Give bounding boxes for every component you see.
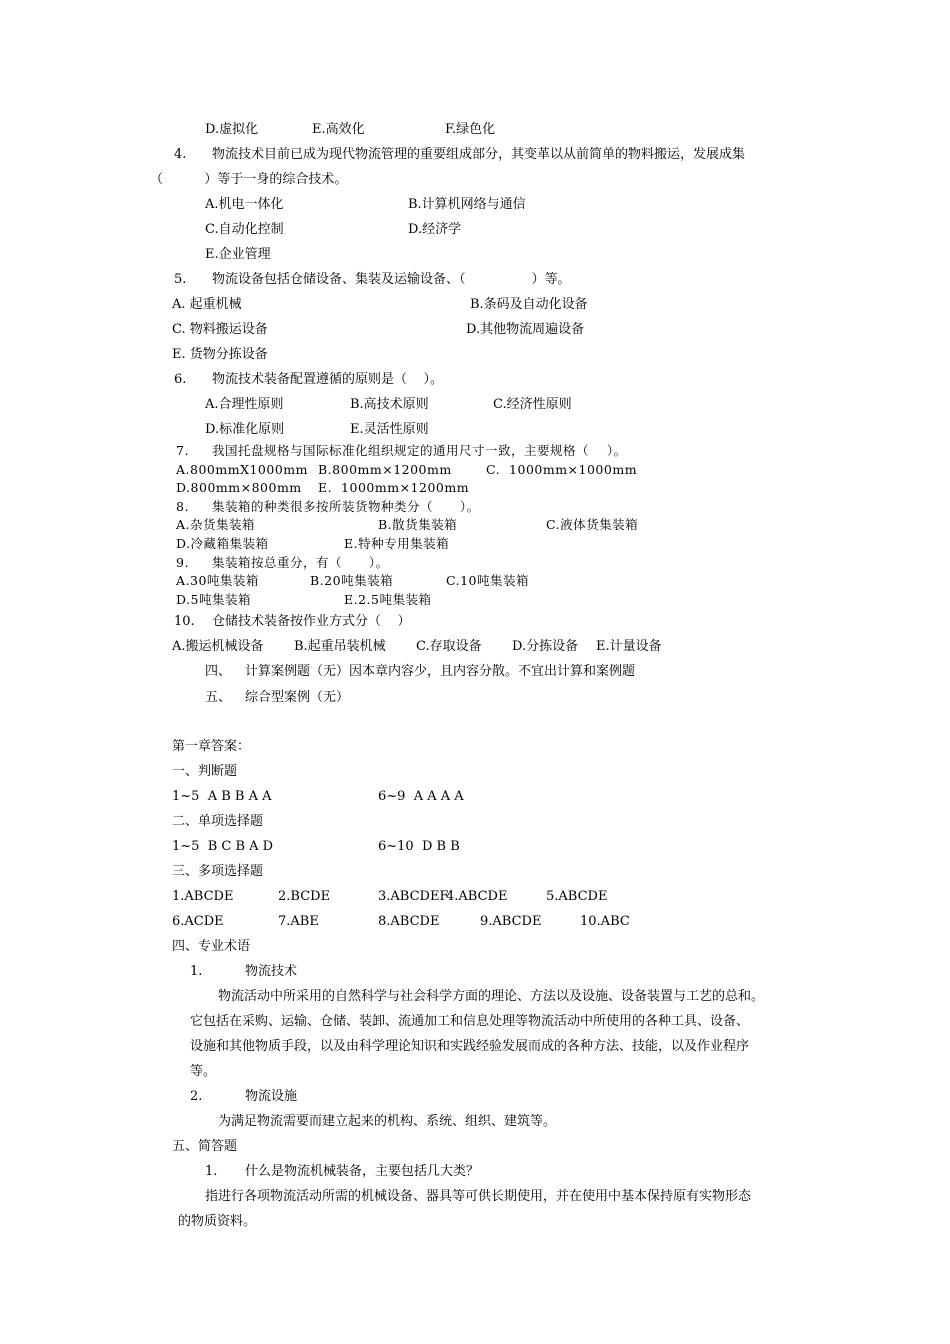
answers-multi-5: 5.ABCDE <box>546 889 608 904</box>
answers-multi-3: 3.ABCDEF <box>378 889 449 904</box>
q8-stem: 集装箱的种类很多按所装货物种类分（ ）。 <box>212 499 480 514</box>
q7-option-d: D.800mm×800mm <box>176 480 302 495</box>
short-answer-heading: 五、简答题 <box>172 1139 238 1154</box>
q8-option-b: B.散货集装箱 <box>378 517 458 532</box>
short-q1-answer-line1: 指进行各项物流活动所需的机械设备、器具等可供长期使用，并在使用中基本保持原有实物形态 <box>205 1189 752 1204</box>
q7-option-c: C. 1000mm×1000mm <box>486 462 638 477</box>
term-1-line3: 设施和其他物质手段，以及由科学理论知识和实践经验发展而成的各种方法、技能，以及作业程序 <box>190 1039 750 1054</box>
term-1-title: 物流技术 <box>245 964 298 979</box>
answers-multi-4: 4.ABCDE <box>446 889 508 904</box>
q10-stem: 仓储技术装备按作业方式分（ ） <box>212 614 411 629</box>
q3-option-d: D.虚拟化 <box>205 122 259 137</box>
q7-option-e: E. 1000mm×1200mm <box>318 480 470 495</box>
q6-option-a: A.合理性原则 <box>205 397 284 412</box>
q6-number: 6. <box>174 372 187 387</box>
term-1-number: 1. <box>190 964 203 979</box>
term-2-number: 2. <box>190 1089 203 1104</box>
q4-option-a: A.机电一体化 <box>205 197 284 212</box>
q8-option-c: C.液体货集装箱 <box>546 517 639 532</box>
q10-number: 10. <box>174 614 195 629</box>
q4-option-e: E.企业管理 <box>205 247 271 262</box>
q4-number: 4. <box>174 147 187 162</box>
q9-option-c: C.10吨集装箱 <box>446 573 529 588</box>
q7-option-a: A.800mmX1000mm <box>176 462 308 477</box>
q10-option-d: D.分拣设备 <box>512 639 579 654</box>
q3-option-e: E.高效化 <box>312 122 365 137</box>
q9-option-b: B.20吨集装箱 <box>310 573 394 588</box>
q3-option-f: F.绿色化 <box>445 122 496 137</box>
section-4-text: 计算案例题（无）因本章内容少，且内容分散。不宜出计算和案例题 <box>245 664 636 679</box>
term-2-title: 物流设施 <box>245 1089 298 1104</box>
q6-option-d: D.标准化原则 <box>205 422 285 437</box>
q4-stem-line1: 物流技术目前已成为现代物流管理的重要组成部分，其变革以从前简单的物料搬运，发展成集 <box>212 147 746 162</box>
q4-option-d: D.经济学 <box>408 222 462 237</box>
q7-stem: 我国托盘规格与国际标准化组织规定的通用尺寸一致，主要规格（ ）。 <box>212 443 627 458</box>
answers-multi-7: 7.ABE <box>278 914 319 929</box>
short-q1-number: 1. <box>205 1164 218 1179</box>
answers-judgment-heading: 一、判断题 <box>172 764 238 779</box>
q8-option-e: E.特种专用集装箱 <box>344 536 450 551</box>
q5-number: 5. <box>174 272 187 287</box>
q9-number: 9. <box>176 555 189 570</box>
q9-option-e: E.2.5吨集装箱 <box>344 592 432 607</box>
q6-option-c: C.经济性原则 <box>493 397 572 412</box>
q7-number: 7. <box>176 443 189 458</box>
section-5-text: 综合型案例（无） <box>245 690 350 705</box>
q10-option-a: A.搬运机械设备 <box>172 639 264 654</box>
term-1-line2: 它包括在采购、运输、仓储、装卸、流通加工和信息处理等物流活动中所使用的各种工具、设备、 <box>190 1014 750 1029</box>
section-4-number: 四、 <box>205 664 232 679</box>
short-q1-answer-line2: 的物质资料。 <box>178 1214 257 1229</box>
q7-option-b: B.800mm×1200mm <box>318 462 452 477</box>
q8-option-d: D.冷藏箱集装箱 <box>176 536 269 551</box>
q6-option-b: B.高技术原则 <box>350 397 429 412</box>
answers-judgment-row2: 6~9 A A A A <box>378 789 464 804</box>
term-1-line4: 等。 <box>190 1064 217 1079</box>
q9-option-a: A.30吨集装箱 <box>176 573 259 588</box>
answers-single-row1: 1~5 B C B A D <box>172 839 274 854</box>
q6-stem: 物流技术装备配置遵循的原则是（ ）。 <box>212 372 444 387</box>
answers-multi-1: 1.ABCDE <box>172 889 234 904</box>
q8-option-a: A.杂货集装箱 <box>176 517 256 532</box>
answers-multi-10: 10.ABC <box>580 914 630 929</box>
q5-option-b: B.条码及自动化设备 <box>470 297 588 312</box>
q5-option-c: C. 物料搬运设备 <box>172 322 268 337</box>
answers-multi-9: 9.ABCDE <box>480 914 542 929</box>
q10-option-c: C.存取设备 <box>416 639 482 654</box>
answers-single-heading: 二、单项选择题 <box>172 814 264 829</box>
answers-single-row2: 6~10 D B B <box>378 839 460 854</box>
answers-multi-2: 2.BCDE <box>278 889 331 904</box>
answers-multi-6: 6.ACDE <box>172 914 224 929</box>
answers-title: 第一章答案： <box>172 739 251 754</box>
q5-option-e: E. 货物分拣设备 <box>172 347 268 362</box>
term-2-line1: 为满足物流需要而建立起来的机构、系统、组织、建筑等。 <box>218 1114 557 1129</box>
q9-option-d: D.5吨集装箱 <box>176 592 252 607</box>
q4-stem-line2: （ ）等于一身的综合技术。 <box>150 172 348 187</box>
answers-judgment-row1: 1~5 A B B A A <box>172 789 272 804</box>
q4-option-b: B.计算机网络与通信 <box>408 197 526 212</box>
q9-stem: 集装箱按总重分，有（ ）。 <box>212 555 389 570</box>
answers-multi-8: 8.ABCDE <box>378 914 440 929</box>
answers-multi-heading: 三、多项选择题 <box>172 864 264 879</box>
q10-option-b: B.起重吊装机械 <box>294 639 386 654</box>
short-q1-question: 什么是物流机械装备，主要包括几大类？ <box>245 1164 480 1179</box>
q5-option-a: A. 起重机械 <box>172 297 242 312</box>
q5-stem: 物流设备包括仓储设备、集装及运输设备、（ ）等。 <box>212 272 571 287</box>
q4-option-c: C.自动化控制 <box>205 222 284 237</box>
section-5-number: 五、 <box>205 690 232 705</box>
q8-number: 8. <box>176 499 189 514</box>
terms-heading: 四、专业术语 <box>172 939 251 954</box>
term-1-line1: 物流活动中所采用的自然科学与社会科学方面的理论、方法以及设施、设备装置与工艺的总和。 <box>218 989 765 1004</box>
q6-option-e: E.灵活性原则 <box>350 422 429 437</box>
q10-option-e: E.计量设备 <box>596 639 662 654</box>
q5-option-d: D.其他物流周遍设备 <box>466 322 585 337</box>
